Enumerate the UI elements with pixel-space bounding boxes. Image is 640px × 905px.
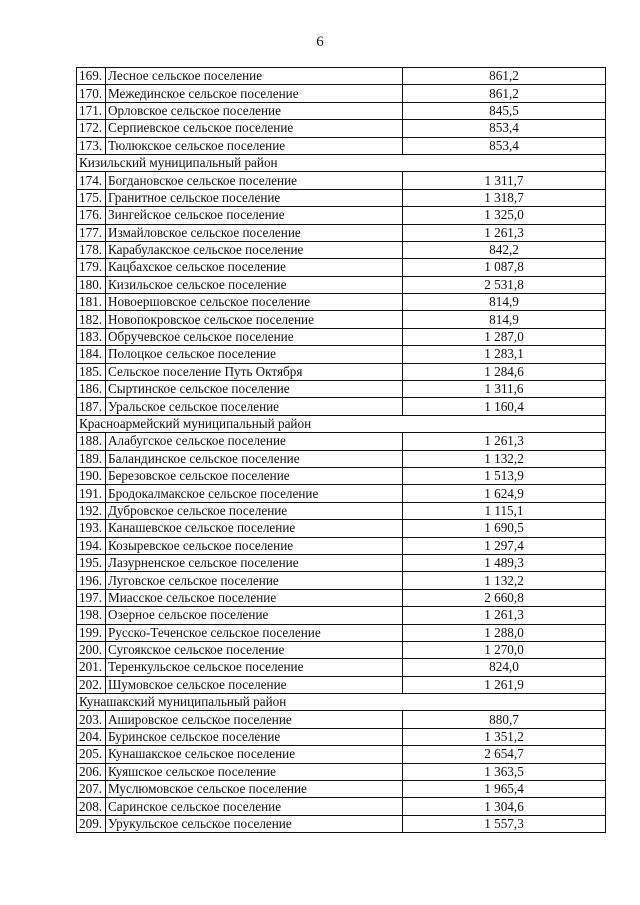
row-number: 200.	[77, 641, 106, 658]
table-row	[77, 763, 606, 780]
settlement-name: Гранитное сельское поселение	[106, 189, 403, 206]
settlement-name: Бродокалмакское сельское поселение	[106, 485, 403, 502]
settlement-value: 1 489,3	[403, 554, 606, 571]
table-row	[77, 224, 606, 241]
table-row	[77, 363, 606, 380]
settlement-name: Теренкульское сельское поселение	[106, 659, 403, 676]
row-number: 198.	[77, 607, 106, 624]
row-number: 196.	[77, 572, 106, 589]
settlement-name: Урукульское сельское поселение	[106, 815, 403, 832]
settlement-value: 1 304,6	[403, 798, 606, 815]
table-row	[77, 572, 606, 589]
settlement-name: Шумовское сельское поселение	[106, 676, 403, 693]
settlement-name: Богдановское сельское поселение	[106, 172, 403, 189]
settlement-value: 1 557,3	[403, 815, 606, 832]
table-row	[77, 624, 606, 641]
row-number: 183.	[77, 328, 106, 345]
table-row	[77, 137, 606, 154]
settlement-name: Саринское сельское поселение	[106, 798, 403, 815]
row-number: 175.	[77, 189, 106, 206]
table-row	[77, 485, 606, 502]
settlement-name: Новопокровское сельское поселение	[106, 311, 403, 328]
settlements-table	[76, 67, 606, 833]
row-number: 174.	[77, 172, 106, 189]
settlement-name: Козыревское сельское поселение	[106, 537, 403, 554]
row-number: 205.	[77, 746, 106, 763]
table-row	[77, 711, 606, 728]
row-number: 197.	[77, 589, 106, 606]
row-number: 201.	[77, 659, 106, 676]
row-number: 202.	[77, 676, 106, 693]
table-row	[77, 85, 606, 102]
row-number: 176.	[77, 207, 106, 224]
settlement-name: Алабугское сельское поселение	[106, 433, 403, 450]
row-number: 192.	[77, 502, 106, 519]
row-number: 186.	[77, 381, 106, 398]
page-number: 6	[316, 34, 324, 50]
row-number: 185.	[77, 363, 106, 380]
settlement-name: Кизильское сельское поселение	[106, 276, 403, 293]
table-row	[77, 798, 606, 815]
table-row	[77, 450, 606, 467]
settlement-name: Муслюмовское сельское поселение	[106, 781, 403, 798]
table-row	[77, 276, 606, 293]
settlement-value: 1 318,7	[403, 189, 606, 206]
settlement-name: Межединское сельское поселение	[106, 85, 403, 102]
table-row	[77, 746, 606, 763]
table-row	[77, 728, 606, 745]
settlement-value: 1 115,1	[403, 502, 606, 519]
settlement-name: Березовское сельское поселение	[106, 467, 403, 484]
row-number: 178.	[77, 241, 106, 258]
row-number: 182.	[77, 311, 106, 328]
row-number: 187.	[77, 398, 106, 415]
settlement-value: 1 288,0	[403, 624, 606, 641]
table-row	[77, 433, 606, 450]
settlement-name: Уральское сельское поселение	[106, 398, 403, 415]
settlement-value: 1 284,6	[403, 363, 606, 380]
row-number: 184.	[77, 346, 106, 363]
settlement-name: Карабулакское сельское поселение	[106, 241, 403, 258]
settlement-name: Канашевское сельское поселение	[106, 520, 403, 537]
settlement-value: 1 261,3	[403, 224, 606, 241]
settlement-name: Баландинское сельское поселение	[106, 450, 403, 467]
settlement-value: 1 690,5	[403, 520, 606, 537]
settlement-name: Лесное сельское поселение	[106, 68, 403, 85]
settlement-name: Куяшское сельское поселение	[106, 763, 403, 780]
settlement-name: Дубровское сельское поселение	[106, 502, 403, 519]
settlement-name: Озерное сельское поселение	[106, 607, 403, 624]
settlement-value: 861,2	[403, 85, 606, 102]
settlement-value: 1 160,4	[403, 398, 606, 415]
table-row	[77, 520, 606, 537]
table-row	[77, 189, 606, 206]
settlement-value: 2 531,8	[403, 276, 606, 293]
settlement-name: Кунашакское сельское поселение	[106, 746, 403, 763]
row-number: 199.	[77, 624, 106, 641]
table-row	[77, 467, 606, 484]
settlement-value: 2 660,8	[403, 589, 606, 606]
row-number: 193.	[77, 520, 106, 537]
table-row	[77, 294, 606, 311]
row-number: 195.	[77, 554, 106, 571]
settlement-name: Сугоякское сельское поселение	[106, 641, 403, 658]
row-number: 170.	[77, 85, 106, 102]
settlement-name: Зингейское сельское поселение	[106, 207, 403, 224]
table-row	[77, 815, 606, 832]
settlement-value: 1 087,8	[403, 259, 606, 276]
table-row	[77, 346, 606, 363]
table-row	[77, 641, 606, 658]
row-number: 173.	[77, 137, 106, 154]
row-number: 188.	[77, 433, 106, 450]
settlement-name: Лазурненское сельское поселение	[106, 554, 403, 571]
row-number: 189.	[77, 450, 106, 467]
table-row	[77, 676, 606, 693]
row-number: 179.	[77, 259, 106, 276]
settlement-name: Новоершовское сельское поселение	[106, 294, 403, 311]
table-row	[77, 398, 606, 415]
settlement-value: 853,4	[403, 137, 606, 154]
settlement-value: 1 351,2	[403, 728, 606, 745]
row-number: 191.	[77, 485, 106, 502]
table-row	[77, 120, 606, 137]
settlement-name: Обручевское сельское поселение	[106, 328, 403, 345]
table-row	[77, 328, 606, 345]
table-row	[77, 259, 606, 276]
table-row	[77, 207, 606, 224]
row-number: 181.	[77, 294, 106, 311]
settlement-name: Тюлюкское сельское поселение	[106, 137, 403, 154]
settlement-value: 1 325,0	[403, 207, 606, 224]
settlement-value: 1 311,6	[403, 381, 606, 398]
district-name: Кизильский муниципальный район	[77, 154, 606, 171]
district-name: Красноармейский муниципальный район	[77, 415, 606, 432]
settlement-name: Луговское сельское поселение	[106, 572, 403, 589]
settlement-value: 853,4	[403, 120, 606, 137]
settlement-value: 1 513,9	[403, 467, 606, 484]
table-row	[77, 589, 606, 606]
row-number: 209.	[77, 815, 106, 832]
settlement-value: 880,7	[403, 711, 606, 728]
settlement-name: Ашировское сельское поселение	[106, 711, 403, 728]
settlement-name: Серпиевское сельское поселение	[106, 120, 403, 137]
settlement-value: 824,0	[403, 659, 606, 676]
table-row	[77, 781, 606, 798]
district-header-row	[77, 154, 606, 171]
row-number: 172.	[77, 120, 106, 137]
row-number: 206.	[77, 763, 106, 780]
row-number: 203.	[77, 711, 106, 728]
table-row	[77, 607, 606, 624]
row-number: 177.	[77, 224, 106, 241]
table-body	[77, 68, 606, 833]
settlement-value: 1 297,4	[403, 537, 606, 554]
settlement-value: 1 283,1	[403, 346, 606, 363]
settlement-value: 842,2	[403, 241, 606, 258]
settlement-name: Измайловское сельское поселение	[106, 224, 403, 241]
settlement-value: 1 261,3	[403, 433, 606, 450]
settlement-name: Миасское сельское поселение	[106, 589, 403, 606]
settlement-name: Сельское поселение Путь Октября	[106, 363, 403, 380]
row-number: 208.	[77, 798, 106, 815]
settlement-value: 1 311,7	[403, 172, 606, 189]
table-row	[77, 537, 606, 554]
settlement-name: Кацбахское сельское поселение	[106, 259, 403, 276]
row-number: 194.	[77, 537, 106, 554]
district-header-row	[77, 694, 606, 711]
settlement-value: 1 132,2	[403, 572, 606, 589]
settlement-name: Буринское сельское поселение	[106, 728, 403, 745]
district-header-row	[77, 415, 606, 432]
settlement-value: 1 287,0	[403, 328, 606, 345]
settlement-name: Орловское сельское поселение	[106, 102, 403, 119]
settlement-name: Русско-Теченское сельское поселение	[106, 624, 403, 641]
table-row	[77, 241, 606, 258]
settlement-value: 1 270,0	[403, 641, 606, 658]
table-row	[77, 502, 606, 519]
settlement-value: 1 965,4	[403, 781, 606, 798]
district-name: Кунашакский муниципальный район	[77, 694, 606, 711]
table-row	[77, 381, 606, 398]
table-row	[77, 554, 606, 571]
settlement-value: 1 363,5	[403, 763, 606, 780]
row-number: 190.	[77, 467, 106, 484]
settlement-value: 1 624,9	[403, 485, 606, 502]
row-number: 180.	[77, 276, 106, 293]
table-row	[77, 68, 606, 85]
table-row	[77, 102, 606, 119]
settlement-value: 1 261,9	[403, 676, 606, 693]
row-number: 207.	[77, 781, 106, 798]
row-number: 169.	[77, 68, 106, 85]
row-number: 171.	[77, 102, 106, 119]
row-number: 204.	[77, 728, 106, 745]
settlement-value: 845,5	[403, 102, 606, 119]
table-row	[77, 311, 606, 328]
settlement-value: 814,9	[403, 294, 606, 311]
settlement-value: 861,2	[403, 68, 606, 85]
settlement-name: Сыртинское сельское поселение	[106, 381, 403, 398]
settlement-value: 1 261,3	[403, 607, 606, 624]
table-row	[77, 172, 606, 189]
table-row	[77, 659, 606, 676]
settlement-name: Полоцкое сельское поселение	[106, 346, 403, 363]
settlement-value: 2 654,7	[403, 746, 606, 763]
settlement-value: 814,9	[403, 311, 606, 328]
settlement-value: 1 132,2	[403, 450, 606, 467]
